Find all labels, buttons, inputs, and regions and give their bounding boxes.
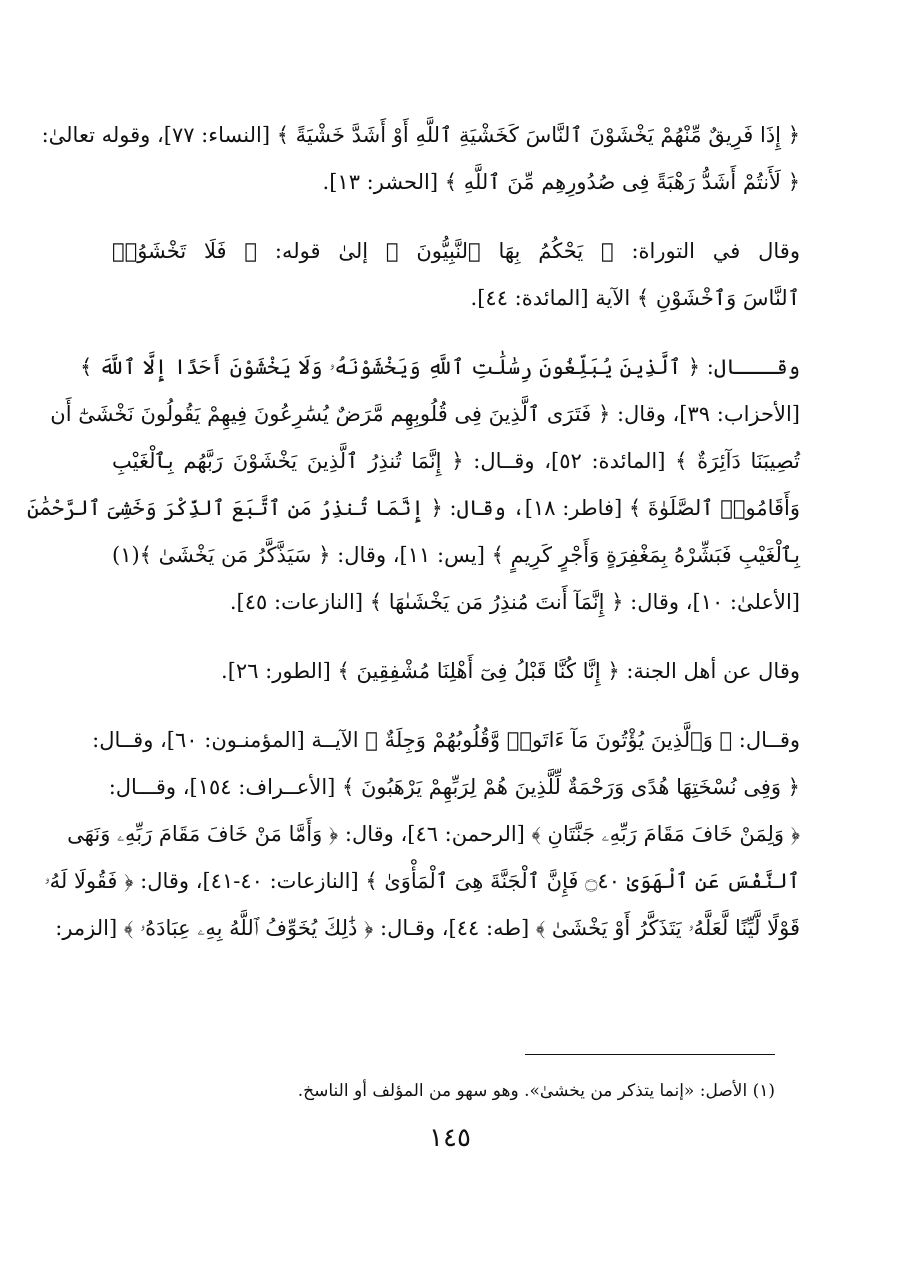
- text-line: بِٱلْغَيْبِ فَبَشِّرْهُ بِمَغْفِرَةٍ وَأَجْرٍ كَرِيمٍ ﴾ [يس: ١١]، وقال: ﴿ سَيَذَّكَّرُ مَن يَخْشَىٰ ﴾(١): [112, 543, 801, 567]
- text-line: ﴿ لَأَنتُمْ أَشَدُّ رَهْبَةً فِى صُدُورِهِم مِّنَ ٱللَّهِ ﴾ [الحشر: ١٣].: [322, 170, 800, 194]
- paragraph-people-of-paradise: [112, 648, 800, 695]
- text-line: وقال في التوراة: ﴿ يَحْكُمُ بِهَا ٱلنَّبِيُّونَ ﴾ إلىٰ قوله: ﴿ فَلَا تَخْشَوُا۟: [112, 239, 800, 263]
- text-line: ٱلنَّفْسَ عَنِ ٱلْهَوَىٰ ۝٤٠ فَإِنَّ ٱلْجَنَّةَ هِىَ ٱلْمَأْوَىٰ ﴾ [النازعات: ٤٠-٤١]، وقال: ﴿ فَقُولَا لَهُۥ: [44, 869, 800, 893]
- text-line: وَأَقَامُوا۟ ٱلصَّلَوٰةَ ﴾ [فاطر: ١٨]، وقال: ﴿ إِنَّمَا تُنذِرُ مَنِ ٱتَّبَعَ ٱلذِّكْرَ وَخَشِىَ ٱلرَّحْمَٰنَ: [26, 496, 800, 520]
- paragraph-messengers: [26, 344, 801, 626]
- text-line: وقـــال: ﴿ ٱلَّذِينَ يُبَلِّغُونَ رِسَٰلَٰتِ ٱللَّهِ وَيَخْشَوْنَهُۥ وَلَا يَخْشَوْنَ أَحَدًا إِلَّا ٱللَّهَ ﴾: [80, 355, 800, 379]
- text-line: ﴿ وَلِمَنْ خَافَ مَقَامَ رَبِّهِۦ جَنَّتَانِ ﴾ [الرحمن: ٤٦]، وقال: ﴿ وَأَمَّا مَنْ خَافَ مَقَامَ رَبِّهِۦ وَنَهَى: [67, 822, 800, 846]
- paragraph-torah: [112, 228, 800, 322]
- footnote: (١) الأصل: «إنما يتذكر من يخشىٰ». وهو سهو من المؤلف أو الناسخ.: [297, 1081, 775, 1101]
- text-line: تُصِيبَنَا دَآئِرَةٌ ﴾ [المائدة: ٥٢]، وقــال: ﴿ إِنَّمَا تُنذِرُ ٱلَّذِينَ يَخْشَوْنَ رَبَّهُم بِٱلْغَيْبِ: [112, 449, 800, 473]
- page-body: [26, 112, 801, 974]
- paragraph-hearts-fearful: [44, 717, 800, 952]
- footnote-divider: [525, 1054, 775, 1055]
- text-line: [الأحزاب: ٣٩]، وقال: ﴿ فَتَرَى ٱلَّذِينَ فِى قُلُوبِهِم مَّرَضٌ يُسَٰرِعُونَ فِيهِمْ يَقُولُونَ نَخْشَىٰٓ أَن: [50, 402, 800, 426]
- paragraph-fear-of-people: [41, 112, 800, 206]
- text-line: [الأعلىٰ: ١٠]، وقال: ﴿ إِنَّمَآ أَنتَ مُنذِرُ مَن يَخْشَىٰهَا ﴾ [النازعات: ٤٥].: [229, 590, 800, 614]
- page-number: ١٤٥: [429, 1123, 471, 1153]
- text-line: ﴿ إِذَا فَرِيقٌ مِّنْهُمْ يَخْشَوْنَ ٱلنَّاسَ كَخَشْيَةِ ٱللَّهِ أَوْ أَشَدَّ خَشْيَةً ﴾ [النساء: ٧٧]، وقوله تعالىٰ:: [41, 123, 800, 147]
- text-line: ﴿ وَفِى نُسْخَتِهَا هُدًى وَرَحْمَةٌ لِّلَّذِينَ هُمْ لِرَبِّهِمْ يَرْهَبُونَ ﴾ [الأعــراف: ١٥٤]، وقـــال:: [108, 775, 800, 799]
- text-line: قَوْلًا لَّيِّنًا لَّعَلَّهُۥ يَتَذَكَّرُ أَوْ يَخْشَىٰ ﴾ [طه: ٤٤]، وقـال: ﴿ ذَٰلِكَ يُخَوِّفُ ٱللَّهُ بِهِۦ عِبَادَهُۥ ﴾ [الزمر:: [55, 916, 800, 940]
- text-line: وقــال: ﴿ وَٱلَّذِينَ يُؤْتُونَ مَآ ءَاتَوا۟ وَّقُلُوبُهُمْ وَجِلَةٌ ﴾ الآيــة [المؤمنـون: ٦٠]، وقــال:: [92, 728, 800, 752]
- text-line: وقال عن أهل الجنة: ﴿ إِنَّا كُنَّا قَبْلُ فِىٓ أَهْلِنَا مُشْفِقِينَ ﴾ [الطور: ٢٦].: [221, 659, 800, 683]
- text-line: ٱلنَّاسَ وَٱخْشَوْنِ ﴾ الآية [المائدة: ٤٤].: [470, 286, 800, 310]
